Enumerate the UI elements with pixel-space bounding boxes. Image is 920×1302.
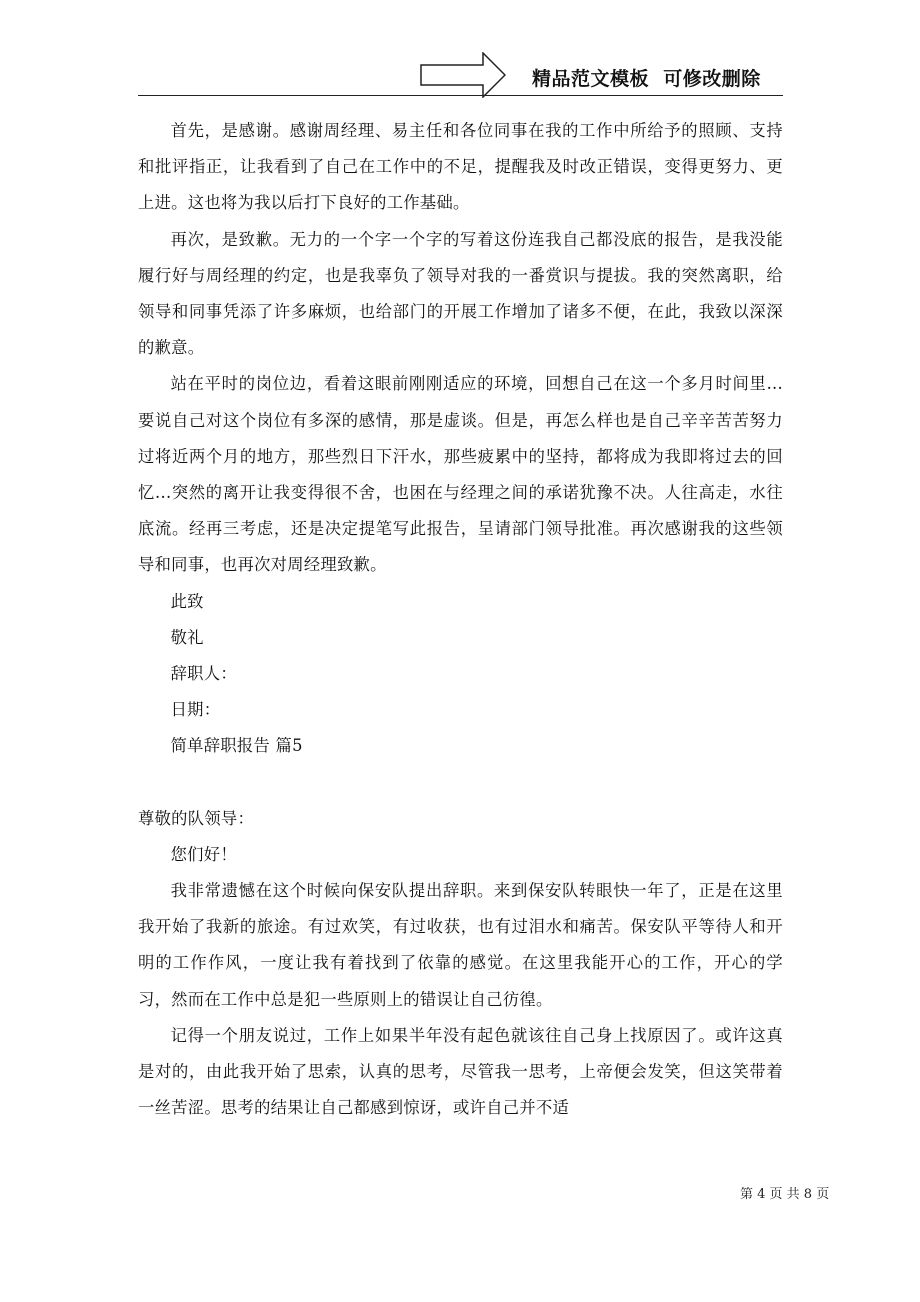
page-header (0, 0, 920, 100)
closing-line-2: 敬礼 (170, 627, 204, 647)
page-number: 第 4 页 共 8 页 (740, 1187, 830, 1202)
salutation: 尊敬的队领导： (138, 808, 255, 828)
greeting: 您们好！ (170, 844, 237, 864)
section-title: 简单辞职报告 篇5 (170, 736, 303, 756)
paragraph-thanks: 首先，是感谢。感谢周经理、易主任和各位同事在我的工作中所给予的照顾、支持和批评指正，让我看到了自己在工作中的不足，提醒我及时改正错误，变得更努力、更上进。这也将为我以后打下良好的工作基础。 (138, 121, 783, 213)
resigner-label: 辞职人： (170, 664, 237, 684)
arrow-right-icon (420, 52, 506, 98)
paragraph-reflection: 站在平时的岗位边，看着这眼前刚刚适应的环境，回想自己在这一个多月时间里...要说自己对这个岗位有多深的感情，那是虚谈。但是，再怎么样也是自己辛辛苦苦努力过将近两个月的地方，那些烈日下汗水，那些疲累中的坚持，都将成为我即将过去的回忆...突然的离开让我变得很不舍，也困在与经理之间的承诺犹豫不决。人往高走，水往底流。经再三考虑，还是决定提笔写此报告，呈请部门领导批准。再次感谢我的这些领导和同事，也再次对周经理致歉。 (138, 374, 783, 575)
document-body (138, 113, 783, 1126)
paragraph-regret: 我非常遗憾在这个时候向保安队提出辞职。来到保安队转眼快一年了，正是在这里我开始了我新的旅途。有过欢笑，有过收获，也有过泪水和痛苦。保安队平等待人和开明的工作作风，一度让我有着找到了依靠的感觉。在这里我能开心的工作，开心的学习，然而在工作中总是犯一些原则上的错误让自己彷徨。 (138, 881, 783, 1009)
closing-line-1: 此致 (170, 591, 204, 611)
paragraph-apology: 再次，是致歉。无力的一个字一个字的写着这份连我自己都没底的报告，是我没能履行好与周经理的约定，也是我辜负了领导对我的一番赏识与提拔。我的突然离职，给领导和同事凭添了许多麻烦，也给部门的开展工作增加了诸多不便，在此，我致以深深的歉意。 (138, 229, 783, 358)
date-label: 日期： (170, 700, 221, 720)
paragraph-thinking: 记得一个朋友说过，工作上如果半年没有起色就该往自己身上找原因了。或许这真是对的，由此我开始了思索，认真的思考，尽管我一思考，上帝便会发笑，但这笑带着一丝苦涩。思考的结果让自己都感到惊讶，或许自己并不适 (138, 1025, 783, 1118)
header-divider (138, 95, 783, 96)
blank-line (138, 765, 783, 801)
header-title: 精品范文模板 可修改删除 (532, 68, 761, 90)
